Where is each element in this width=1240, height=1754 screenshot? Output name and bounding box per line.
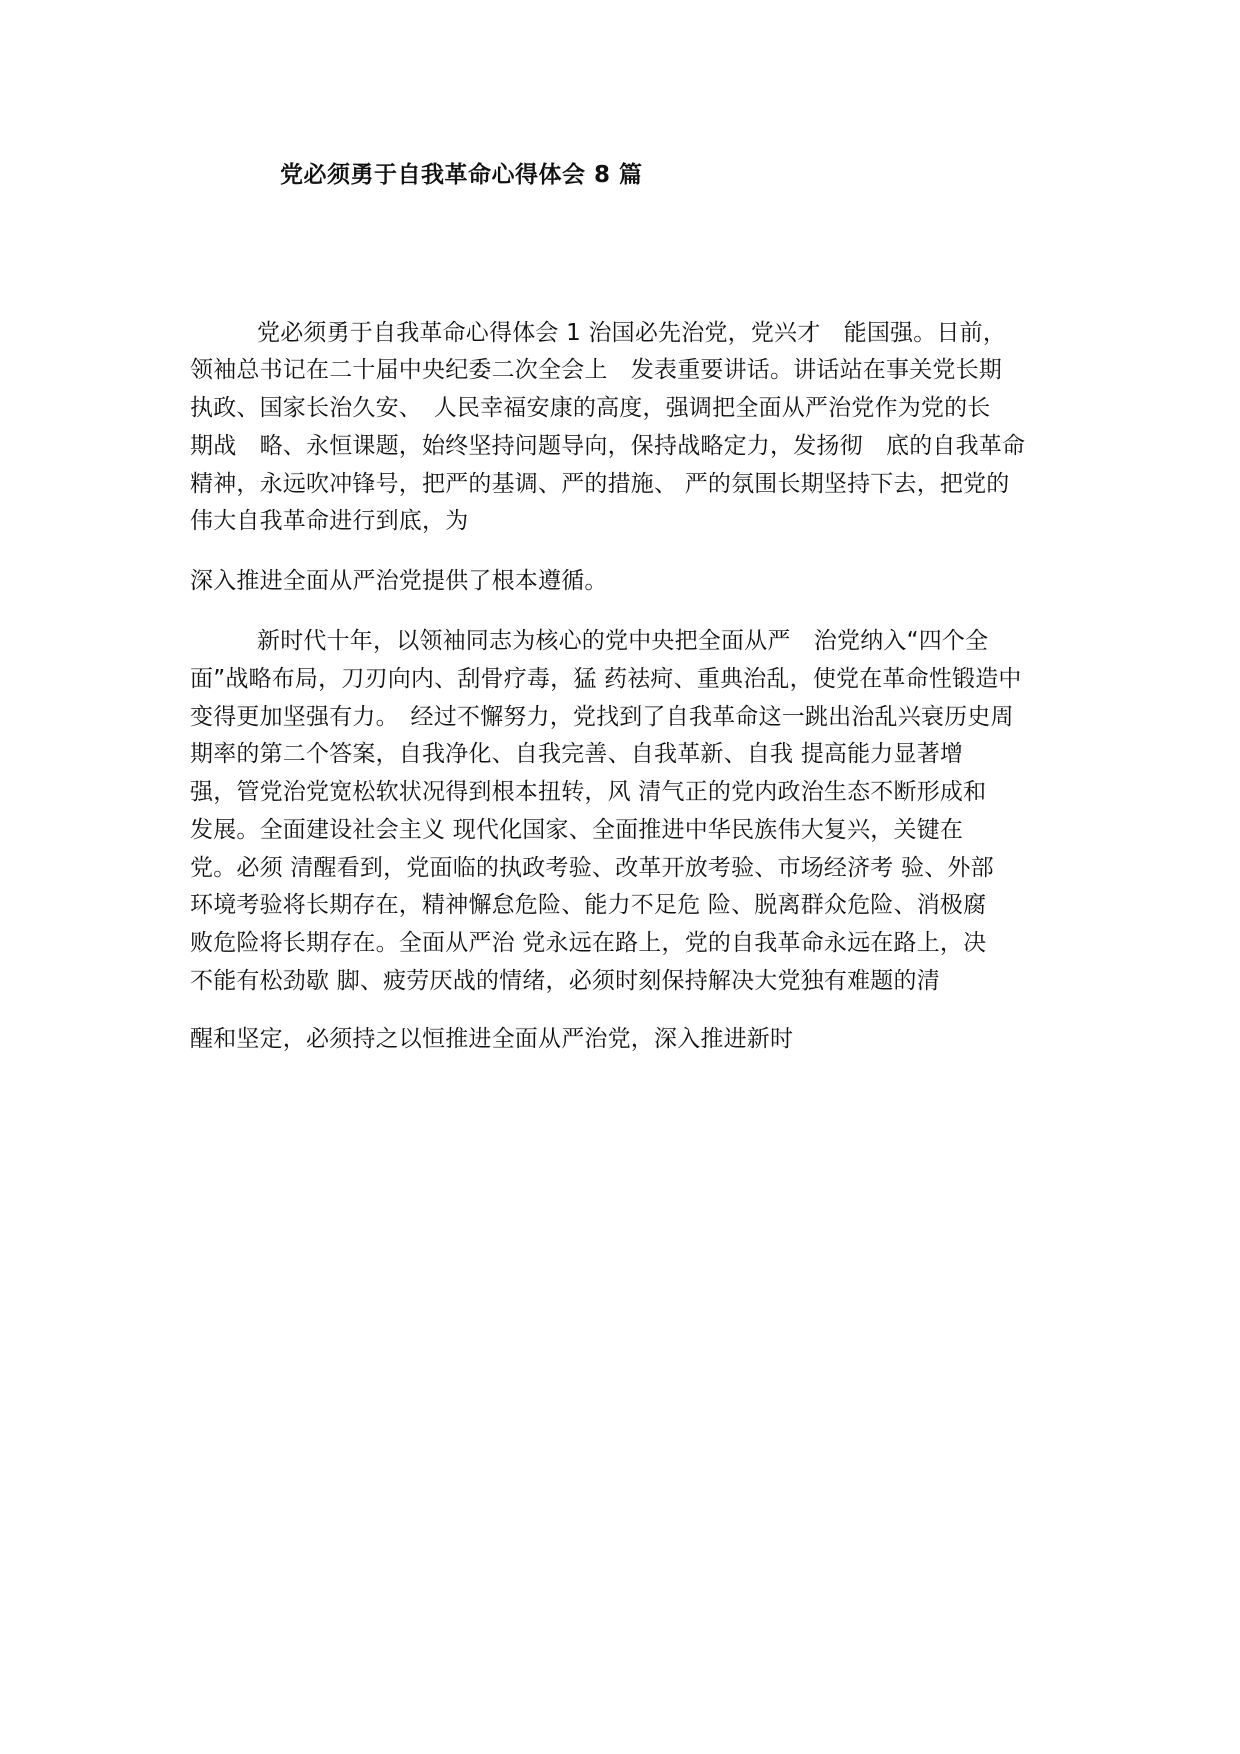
- paragraph-3-line-6: 发展。全面建设社会主义 现代化国家、全面推进中华民族伟大复兴，关键在: [190, 817, 964, 843]
- paragraph-3-line-10: 不能有松劲歇 脚、疲劳厌战的情绪，必须时刻保持解决大党独有难题的清: [190, 968, 940, 994]
- paragraph-3-line-8: 环境考验将长期存在，精神懈怠危险、能力不足危 险、脱离群众危险、消极腐: [190, 892, 987, 918]
- paragraph-2-line-1: 深入推进全面从严治党提供了根本遵循。: [190, 568, 608, 594]
- paragraph-3-line-7: 党。必须 清醒看到，党面临的执政考验、改革开放考验、市场经济考 验、外部: [190, 855, 994, 881]
- paragraph-1-line-1: 党必须勇于自我革命心得体会 1 治国必先治党，党兴才 能国强。日前，: [257, 320, 1007, 346]
- paragraph-3-line-4: 期率的第二个答案，自我净化、自我完善、自我革新、自我 提高能力显著增: [190, 741, 964, 767]
- paragraph-1-line-4: 期战 略、永恒课题，始终坚持问题导向，保持战略定力，发扬彻 底的自我革命: [190, 433, 1026, 459]
- paragraph-4-line-1: 醒和坚定，必须持之以恒推进全面从严治党，深入推进新时: [190, 1026, 794, 1052]
- paragraph-3-line-1: 新时代十年，以领袖同志为核心的党中央把全面从严 治党纳入“四个全: [257, 628, 989, 654]
- paragraph-1-line-2: 领袖总书记在二十届中央纪委二次全会上 发表重要讲话。讲话站在事关党长期: [190, 357, 1002, 383]
- paragraph-3-line-5: 强，管党治党宽松软状况得到根本扭转，风 清气正的党内政治生态不断形成和: [190, 779, 987, 805]
- paragraph-3-line-2: 面”战略布局，刀刃向内、刮骨疗毒，猛 药祛疴、重典治乱，使党在革命性锻造中: [190, 666, 1022, 692]
- paragraph-3-line-9: 败危险将长期存在。全面从严治 党永远在路上，党的自我革命永远在路上，决: [190, 930, 987, 956]
- paragraph-1-line-3: 执政、国家长治久安、 人民幸福安康的高度，强调把全面从严治党作为党的长: [190, 395, 991, 421]
- document-title: 党必须勇于自我革命心得体会 8 篇: [280, 162, 643, 188]
- paragraph-3-line-3: 变得更加坚强有力。 经过不懈努力，党找到了自我革命这一跳出治乱兴衰历史周: [190, 704, 1014, 730]
- paragraph-1-line-6: 伟大自我革命进行到底，为: [190, 508, 469, 534]
- paragraph-1-line-5: 精神，永远吹冲锋号，把严的基调、严的措施、 严的氛围长期坚持下去，把党的: [190, 471, 1010, 497]
